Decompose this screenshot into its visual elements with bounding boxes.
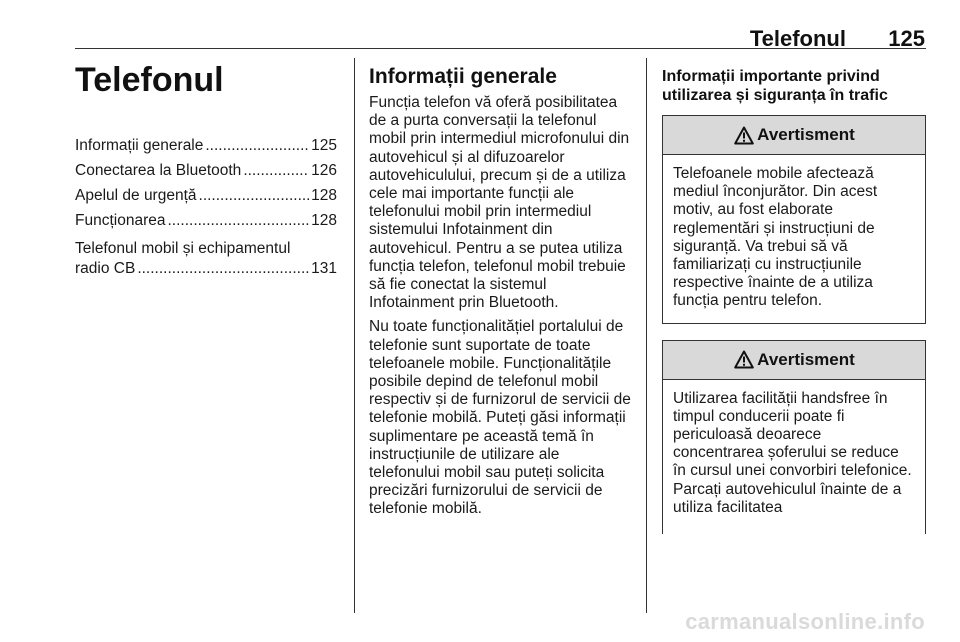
chapter-title: Telefonul <box>75 61 224 99</box>
toc-entry-general[interactable]: Informații generale ..... 125 <box>75 136 337 156</box>
table-of-contents <box>75 136 337 279</box>
toc-leader <box>199 186 310 206</box>
page-header <box>75 0 926 49</box>
page-number: 125 <box>888 26 925 51</box>
toc-leader <box>243 161 309 181</box>
column-divider <box>646 58 647 613</box>
safety-column <box>662 67 926 534</box>
paragraph: Funcția telefon vă oferă posibilitatea de a purta conversații la telefonul mobil prin intermediul microfonului din autovehicul și al difuzoarelor autovehiculului, precum și de a utiliza cele mai importante funcții ale telefonului mobil prin intermediul sistemului Infotainment din autovehicul. Pentru a se putea utiliza funcția telefon, telefonul mobil trebuie să fie conectat la sistemul Infotainment prin Bluetooth. <box>369 94 630 312</box>
general-info-column <box>369 64 633 525</box>
toc-entry-emergency[interactable]: Apelul de urgență ..... 128 <box>75 186 337 206</box>
warning-heading: Avertisment <box>757 125 855 144</box>
column-divider <box>354 58 355 613</box>
warning-text: Utilizarea facilității handsfree în timpul conducerii poate fi periculoasă deoarece concentrarea șoferului se reduce în cursul unei convorbiri telefonice. Parcați autovehiculul înainte de a utiliza facilitatea <box>673 389 912 516</box>
warning-box <box>662 115 926 324</box>
warning-header <box>663 341 925 380</box>
warning-text: Telefoanele mobile afectează mediul înconjurător. Din acest motiv, au fost elaborate reglementări și instrucțiuni de siguranță. Va trebui să vă familiarizați cu instrucțiunile respective înainte de a utiliza funcția pentru telefon. <box>673 165 878 310</box>
chapter-column <box>75 60 337 279</box>
toc-entry-cb-radio[interactable]: Telefonul mobil și echipamentul radio CB ..... 131 <box>75 239 337 279</box>
running-header-title: Telefonul <box>749 26 846 51</box>
warning-box <box>662 340 926 534</box>
warning-triangle-icon <box>733 125 755 145</box>
paragraph: Nu toate funcționalitățiel portalului de telefonie sunt suportate de toate telefoanele mobile. Funcționalitățile posibile depind de telefonul mobil respectiv și de furnizorul de servicii de telefonie mobilă. Puteți găsi informații suplimentare pe această temă în instrucțiunile de utilizare ale telefonului mobil sau puteți solicita precizări furnizorului de servicii de telefonie mobilă. <box>369 318 631 518</box>
toc-leader <box>205 136 309 156</box>
watermark: carmanualsonline.info <box>685 609 925 634</box>
toc-entry-operation[interactable]: Funcționarea ..... 128 <box>75 211 337 231</box>
warning-header <box>663 116 925 155</box>
warning-heading: Avertisment <box>757 349 855 369</box>
toc-leader <box>167 211 309 231</box>
toc-entry-bluetooth[interactable]: Conectarea la Bluetooth ..... 126 <box>75 161 337 181</box>
toc-leader <box>137 259 309 279</box>
section-title: Informații generale <box>369 65 557 88</box>
warning-triangle-icon <box>733 350 755 370</box>
subsection-title: Informații importante privind utilizarea și siguranța în trafic <box>662 68 888 104</box>
